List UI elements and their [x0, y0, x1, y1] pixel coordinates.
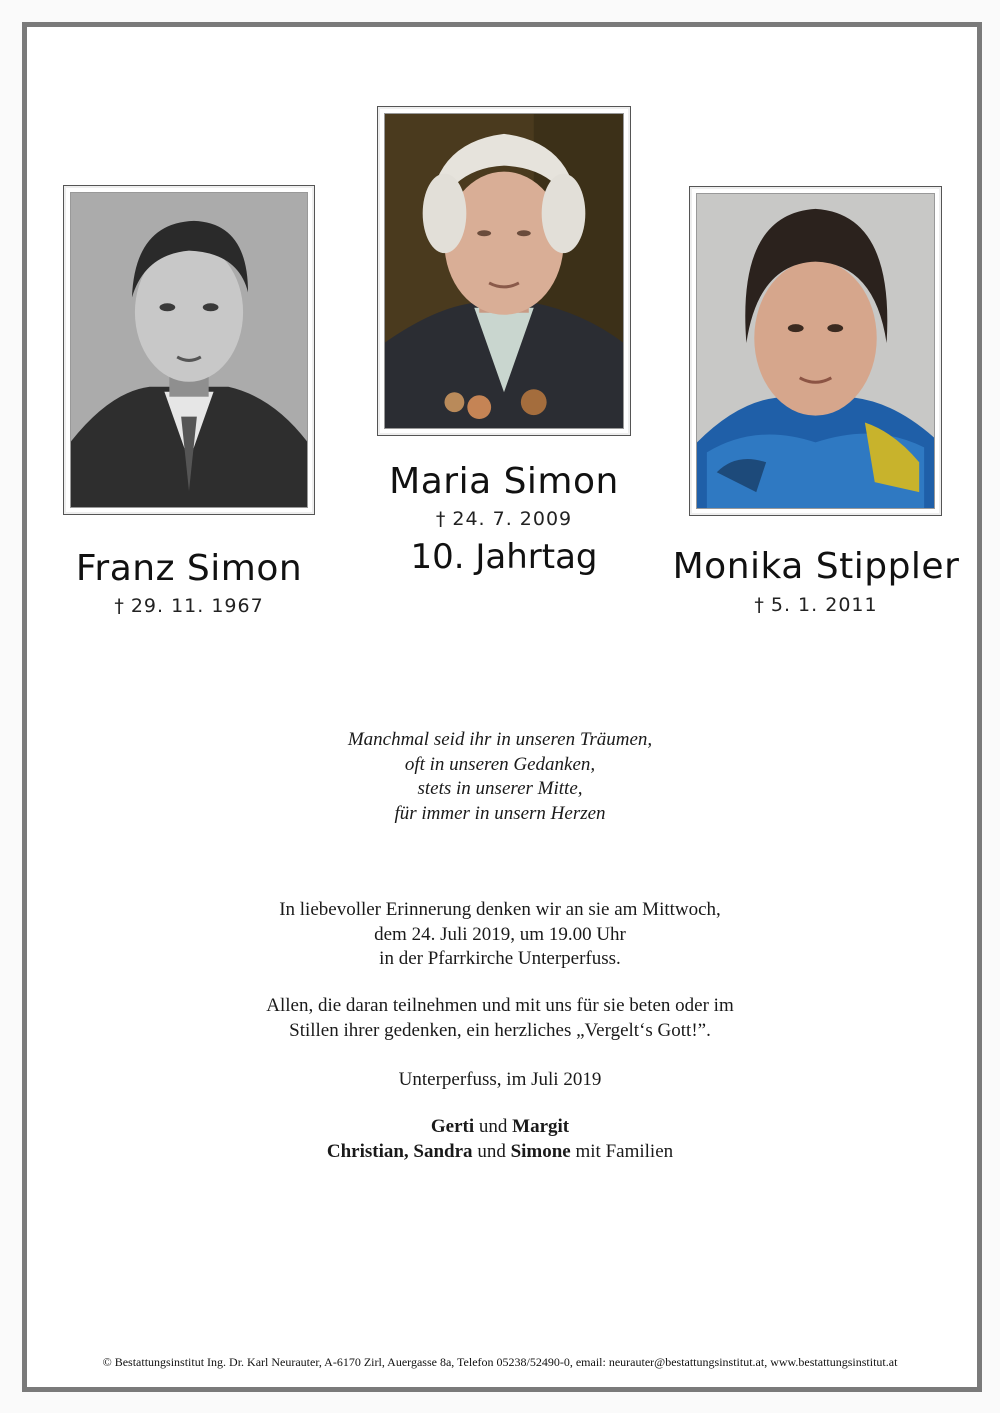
photo-frame-franz: [63, 185, 315, 515]
photo-frame-maria: [377, 106, 631, 436]
portrait-photo-franz-simon: [70, 192, 308, 508]
place-date: Unterperfuss, im Juli 2019: [398, 1069, 602, 1090]
person-name-monika: Monika Stippler: [672, 546, 960, 587]
signature-and: und: [477, 1140, 506, 1162]
death-date-monika: [660, 594, 972, 616]
death-date-maria: [360, 508, 648, 530]
cross-icon: †: [754, 594, 765, 616]
signature-suffix: mit Familien: [575, 1140, 674, 1162]
signature-line-2: [0, 1140, 1000, 1165]
thanks-text: [0, 994, 1000, 1043]
invitation-line: dem 24. Juli 2019, um 19.00 Uhr: [374, 923, 626, 945]
photo-frame-monika: [689, 186, 942, 516]
poem-line: stets in unserer Mitte,: [417, 778, 583, 799]
person-name-franz: Franz Simon: [75, 548, 303, 589]
poem-line: Manchmal seid ihr in unseren Träumen,: [347, 729, 653, 750]
signature-name: Gerti: [430, 1116, 475, 1137]
poem-line: oft in unseren Gedanken,: [404, 753, 596, 775]
death-date-value: 24. 7. 2009: [452, 508, 573, 530]
portrait-photo-maria-simon: [384, 113, 624, 429]
person-name-maria: Maria Simon: [389, 461, 619, 502]
signature-and: und: [478, 1116, 508, 1137]
portrait-photo-monika-stippler: [696, 193, 935, 509]
signature-name: Margit: [512, 1116, 570, 1137]
death-date-value: 29. 11. 1967: [130, 595, 264, 617]
thanks-line: Allen, die daran teilnehmen und mit uns für sie beten oder im: [266, 995, 734, 1016]
invitation-text: [0, 898, 1000, 972]
signature-name: Simone: [510, 1140, 571, 1162]
signature-name: Christian, Sandra: [326, 1140, 473, 1162]
anniversary-label: 10. Jahrtag: [410, 537, 598, 577]
cross-icon: †: [114, 595, 125, 617]
memorial-poem: [0, 728, 1000, 826]
cross-icon: †: [435, 508, 447, 530]
signature-line-1: [0, 1115, 1000, 1140]
death-date-value: 5. 1. 2011: [770, 594, 878, 616]
death-date-franz: [63, 595, 315, 617]
invitation-line: In liebevoller Erinnerung denken wir an sie am Mittwoch,: [279, 899, 721, 920]
funeral-home-footer: © Bestattungsinstitut Ing. Dr. Karl Neurauter, A-6170 Zirl, Auergasse 8a, Telefon 05238/52490-0, email: neurauter@bestattungsinstitut.at, www.bestattungsinstitut.at: [102, 1355, 898, 1369]
thanks-line: Stillen ihrer gedenken, ein herzliches „Vergelt‘s Gott!”.: [289, 1019, 711, 1041]
poem-line: für immer in unsern Herzen: [394, 802, 606, 824]
signature: [0, 1115, 1000, 1164]
invitation-line: in der Pfarrkirche Unterperfuss.: [379, 948, 621, 969]
